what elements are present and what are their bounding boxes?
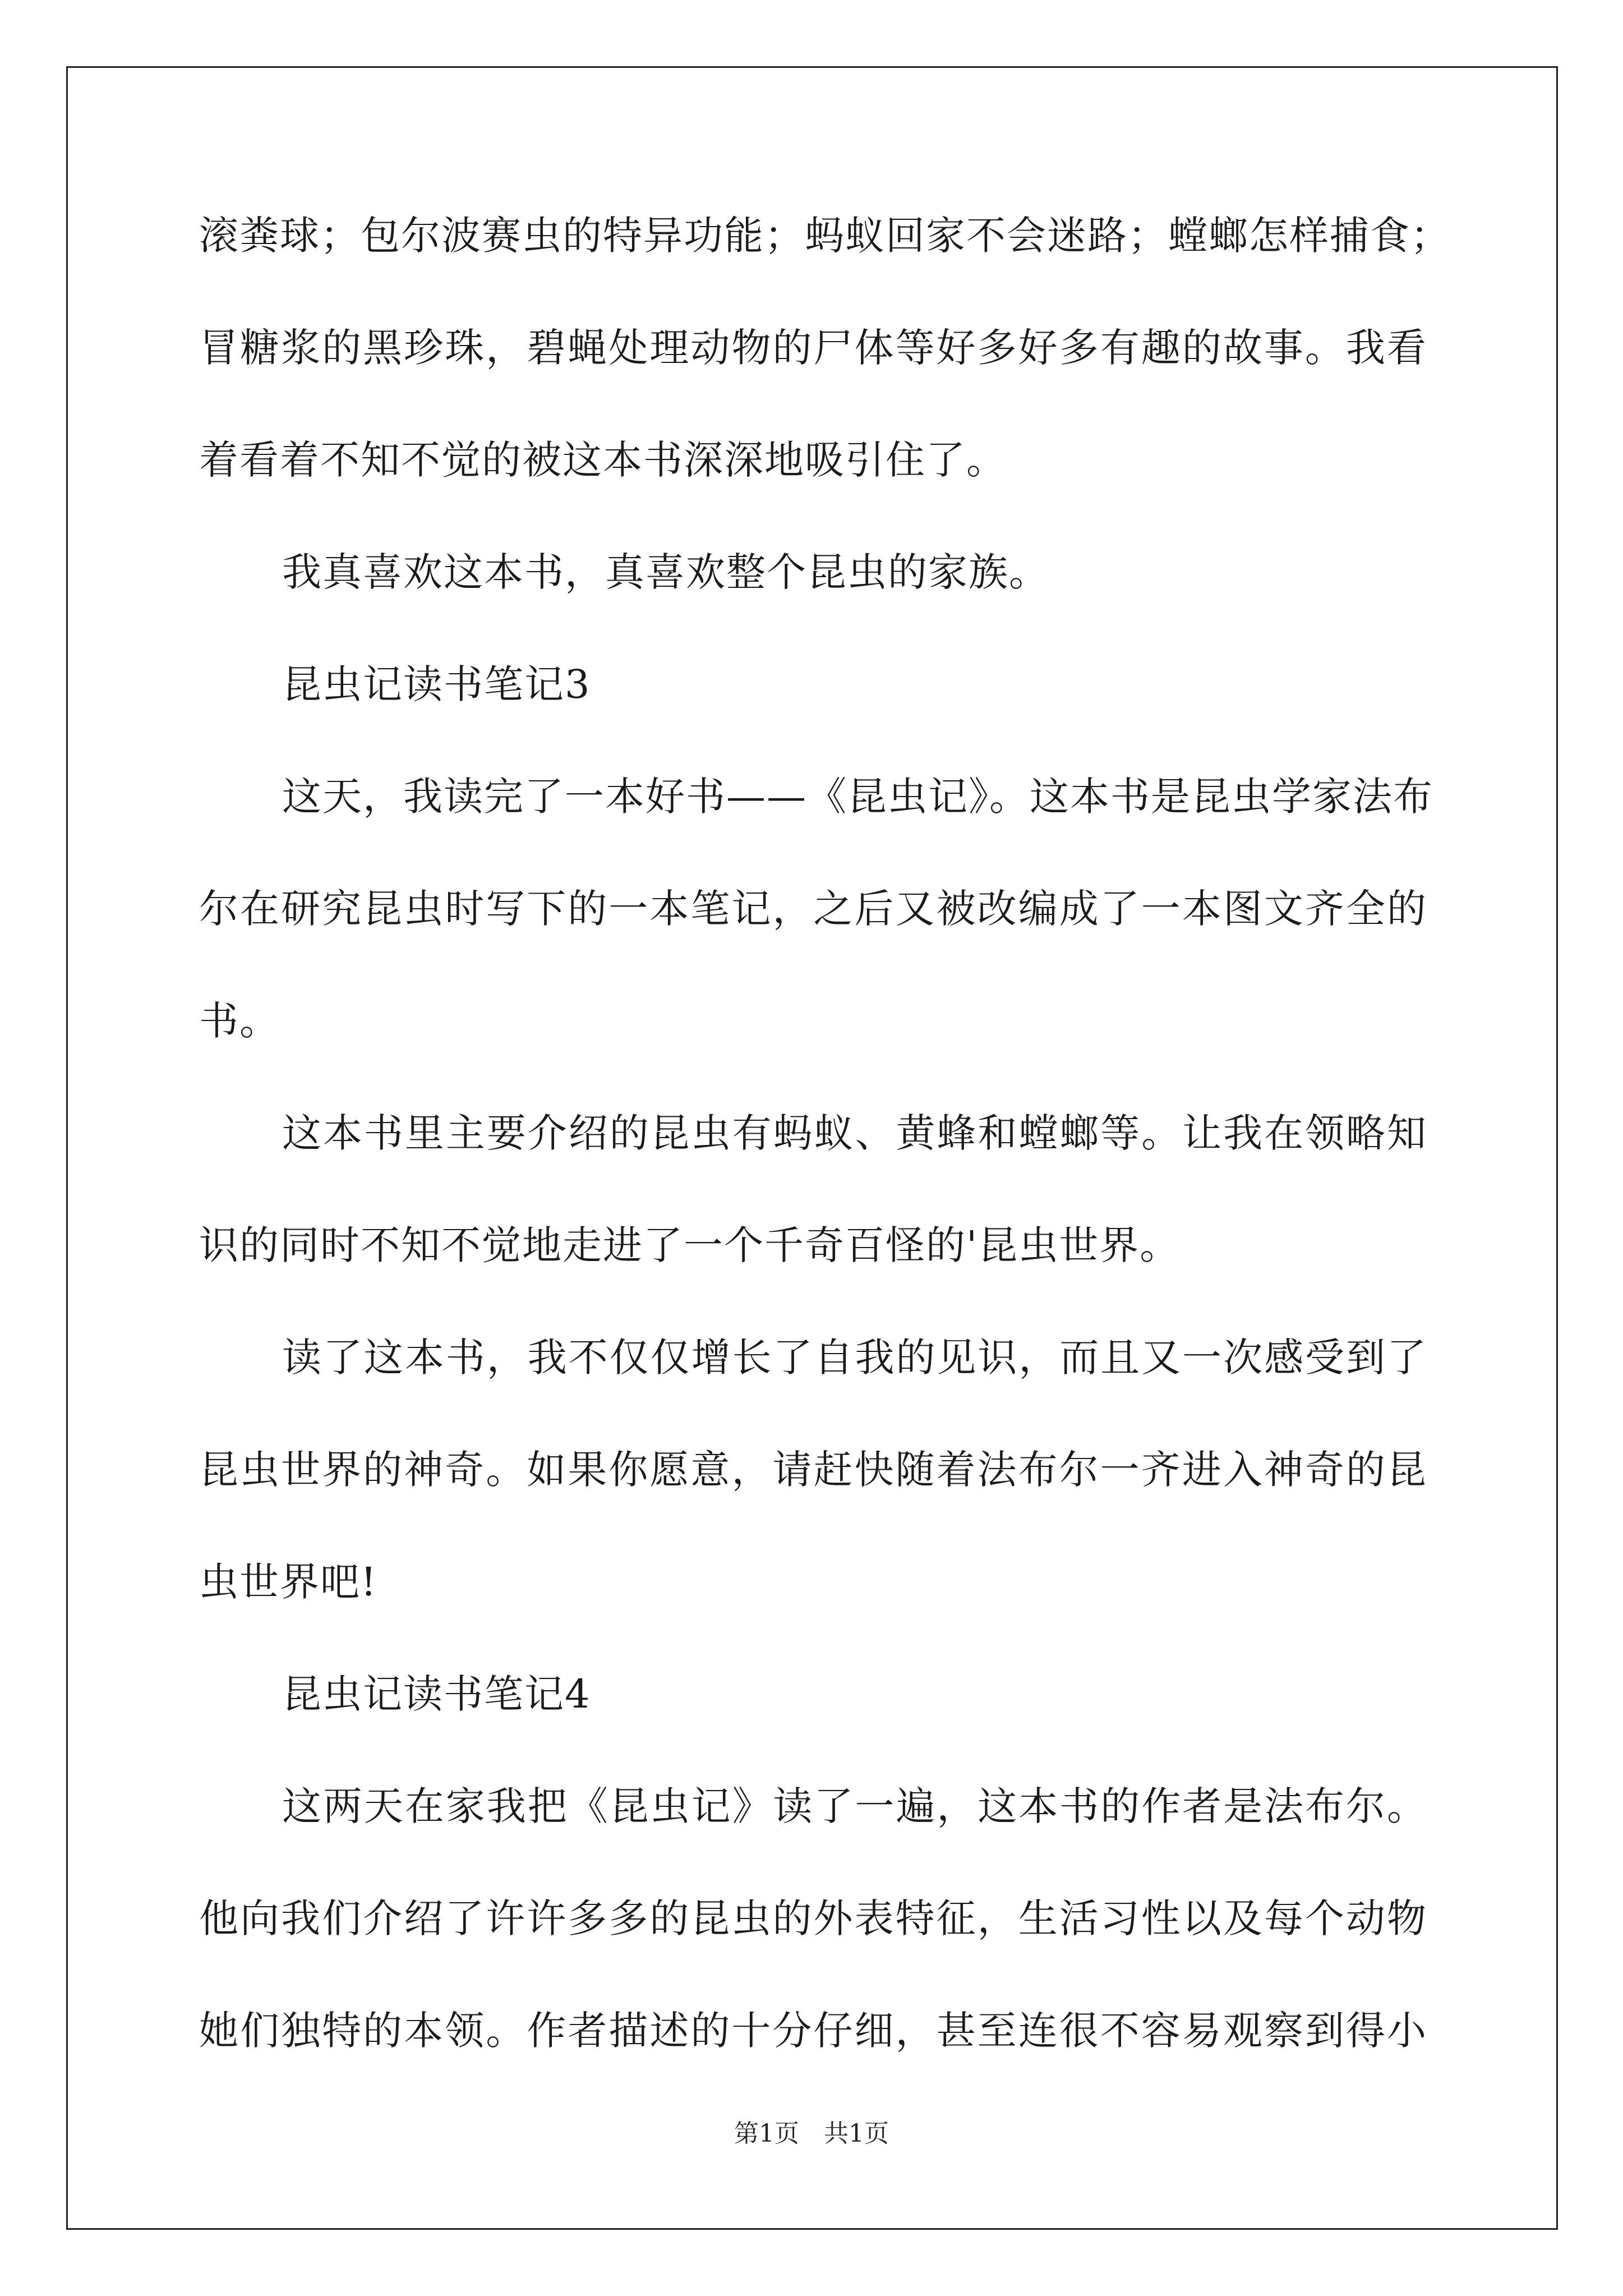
paragraph-line: 读了这本书，我不仅仅增长了自我的见识，而且又一次感受到了 bbox=[282, 1335, 1427, 1381]
section-heading: 昆虫记读书笔记4 bbox=[282, 1671, 591, 1717]
page-total: 共1页 bbox=[824, 2119, 889, 2148]
paragraph-line: 识的同时不知不觉地走进了一个千奇百怪的'昆虫世界。 bbox=[199, 1222, 1181, 1268]
section-heading: 昆虫记读书笔记3 bbox=[282, 661, 591, 707]
paragraph-line: 这天，我读完了一本好书——《昆虫记》。这本书是昆虫学家法布 bbox=[282, 774, 1433, 820]
page-number: 第1页 bbox=[734, 2119, 799, 2148]
paragraph-line: 虫世界吧! bbox=[199, 1559, 378, 1605]
paragraph-line: 这本书里主要介绍的昆虫有蚂蚁、黄蜂和螳螂等。让我在领略知 bbox=[282, 1110, 1427, 1156]
paragraph-line: 书。 bbox=[199, 998, 280, 1044]
paragraph-line: 昆虫世界的神奇。如果你愿意，请赶快随着法布尔一齐进入神奇的昆 bbox=[199, 1447, 1427, 1493]
paragraph-line: 冒糖浆的黑珍珠，碧蝇处理动物的尸体等好多好多有趣的故事。我看 bbox=[199, 325, 1427, 371]
paragraph-line: 我真喜欢这本书，真喜欢整个昆虫的家族。 bbox=[282, 549, 1049, 595]
paragraph-line: 着看着不知不觉的被这本书深深地吸引住了。 bbox=[199, 437, 1007, 483]
paragraph-line: 尔在研究昆虫时写下的一本笔记，之后又被改编成了一本图文齐全的 bbox=[199, 886, 1427, 932]
paragraph-line: 滚粪球；包尔波赛虫的特异功能；蚂蚁回家不会迷路；螳螂怎样捕食； bbox=[199, 213, 1451, 259]
paragraph-line: 这两天在家我把《昆虫记》读了一遍，这本书的作者是法布尔。 bbox=[282, 1783, 1427, 1829]
paragraph-line: 她们独特的本领。作者描述的十分仔细，甚至连很不容易观察到得小 bbox=[199, 2008, 1427, 2054]
page-footer bbox=[0, 2118, 1623, 2150]
paragraph-line: 他向我们介绍了许许多多的昆虫的外表特征，生活习性以及每个动物 bbox=[199, 1895, 1427, 1941]
